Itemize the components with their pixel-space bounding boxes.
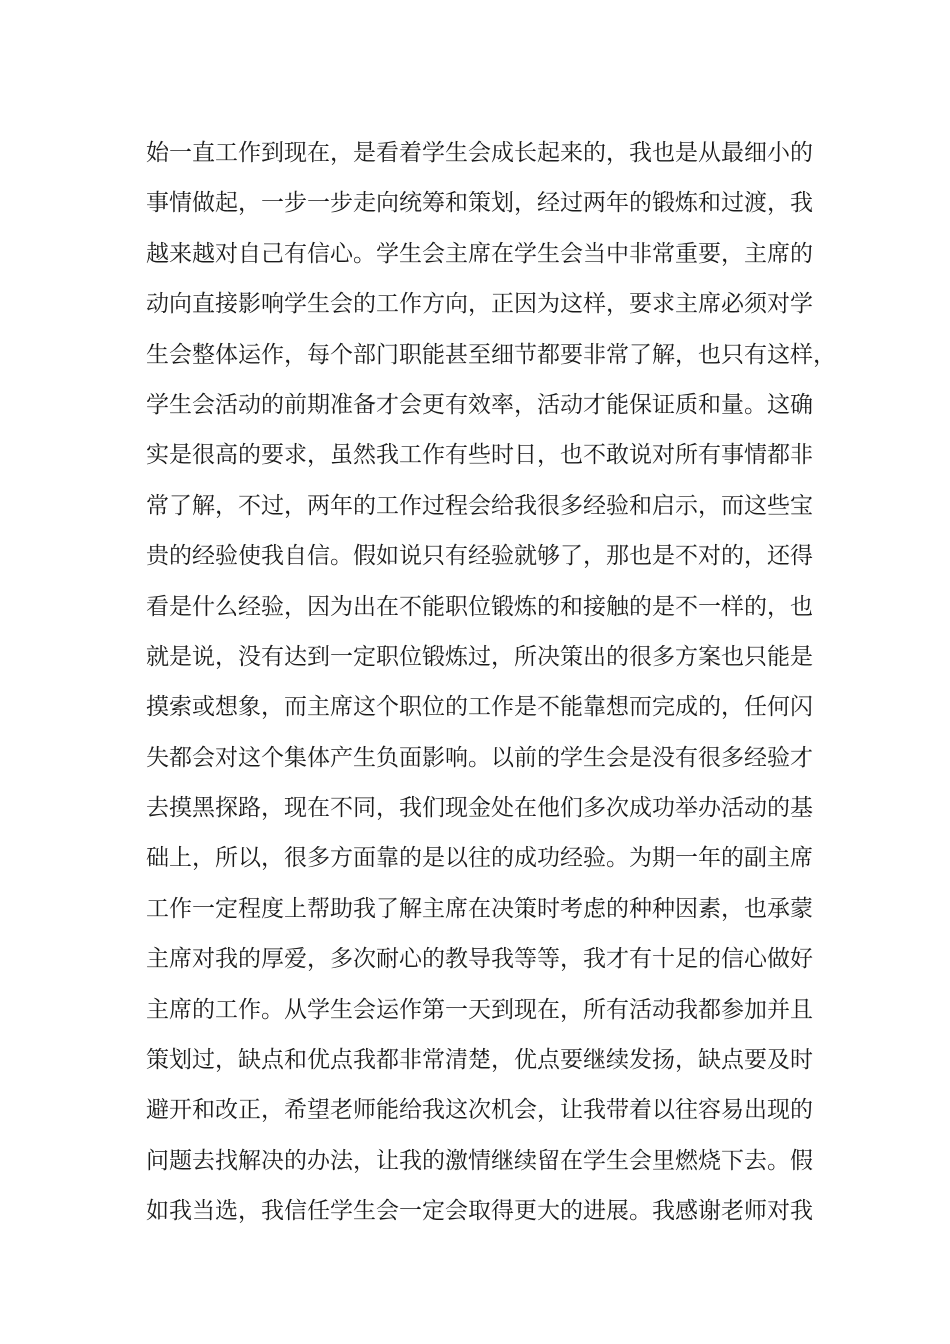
text-line: 生会整体运作，每个部门职能甚至细节都要非常了解，也只有这样， <box>146 341 836 368</box>
text-line: 越来越对自己有信心。学生会主席在学生会当中非常重要，主席的 <box>146 240 813 267</box>
text-line: 主席的工作。从学生会运作第一天到现在，所有活动我都参加并且 <box>146 996 813 1023</box>
text-line: 去摸黑探路，现在不同，我们现金处在他们多次成功举办活动的基 <box>146 795 813 822</box>
text-line: 始一直工作到现在，是看着学生会成长起来的，我也是从最细小的 <box>146 140 813 166</box>
text-line: 常了解，不过，两年的工作过程会给我很多经验和启示，而这些宝 <box>146 492 813 519</box>
text-line: 策划过，缺点和优点我都非常清楚，优点要继续发扬，缺点要及时 <box>146 1047 813 1074</box>
text-line: 动向直接影响学生会的工作方向，正因为这样，要求主席必须对学 <box>146 291 813 318</box>
text-line: 实是很高的要求，虽然我工作有些时日，也不敢说对所有事情都非 <box>146 442 813 469</box>
text-line: 贵的经验使我自信。假如说只有经验就够了，那也是不对的，还得 <box>146 543 813 570</box>
text-line: 事情做起，一步一步走向统筹和策划，经过两年的锻炼和过渡，我 <box>146 190 813 217</box>
text-line: 摸索或想象，而主席这个职位的工作是不能靠想而完成的，任何闪 <box>146 694 813 721</box>
text-line: 就是说，没有达到一定职位锻炼过，所决策出的很多方案也只能是 <box>146 643 813 670</box>
text-line: 主席对我的厚爱，多次耐心的教导我等等，我才有十足的信心做好 <box>146 946 813 973</box>
body-text <box>146 133 836 1242</box>
text-line: 失都会对这个集体产生负面影响。以前的学生会是没有很多经验才 <box>146 744 813 771</box>
text-line: 如我当选，我信任学生会一定会取得更大的进展。我感谢老师对我 <box>146 1198 813 1225</box>
text-line: 避开和改正，希望老师能给我这次机会，让我带着以往容易出现的 <box>146 1097 813 1124</box>
text-line: 工作一定程度上帮助我了解主席在决策时考虑的种种因素，也承蒙 <box>146 895 813 922</box>
text-line: 础上，所以，很多方面靠的是以往的成功经验。为期一年的副主席 <box>146 845 813 872</box>
text-line: 学生会活动的前期准备才会更有效率，活动才能保证质和量。这确 <box>146 391 813 418</box>
text-line: 看是什么经验，因为出在不能职位锻炼的和接触的是不一样的，也 <box>146 593 813 620</box>
text-line: 问题去找解决的办法，让我的激情继续留在学生会里燃烧下去。假 <box>146 1147 813 1174</box>
